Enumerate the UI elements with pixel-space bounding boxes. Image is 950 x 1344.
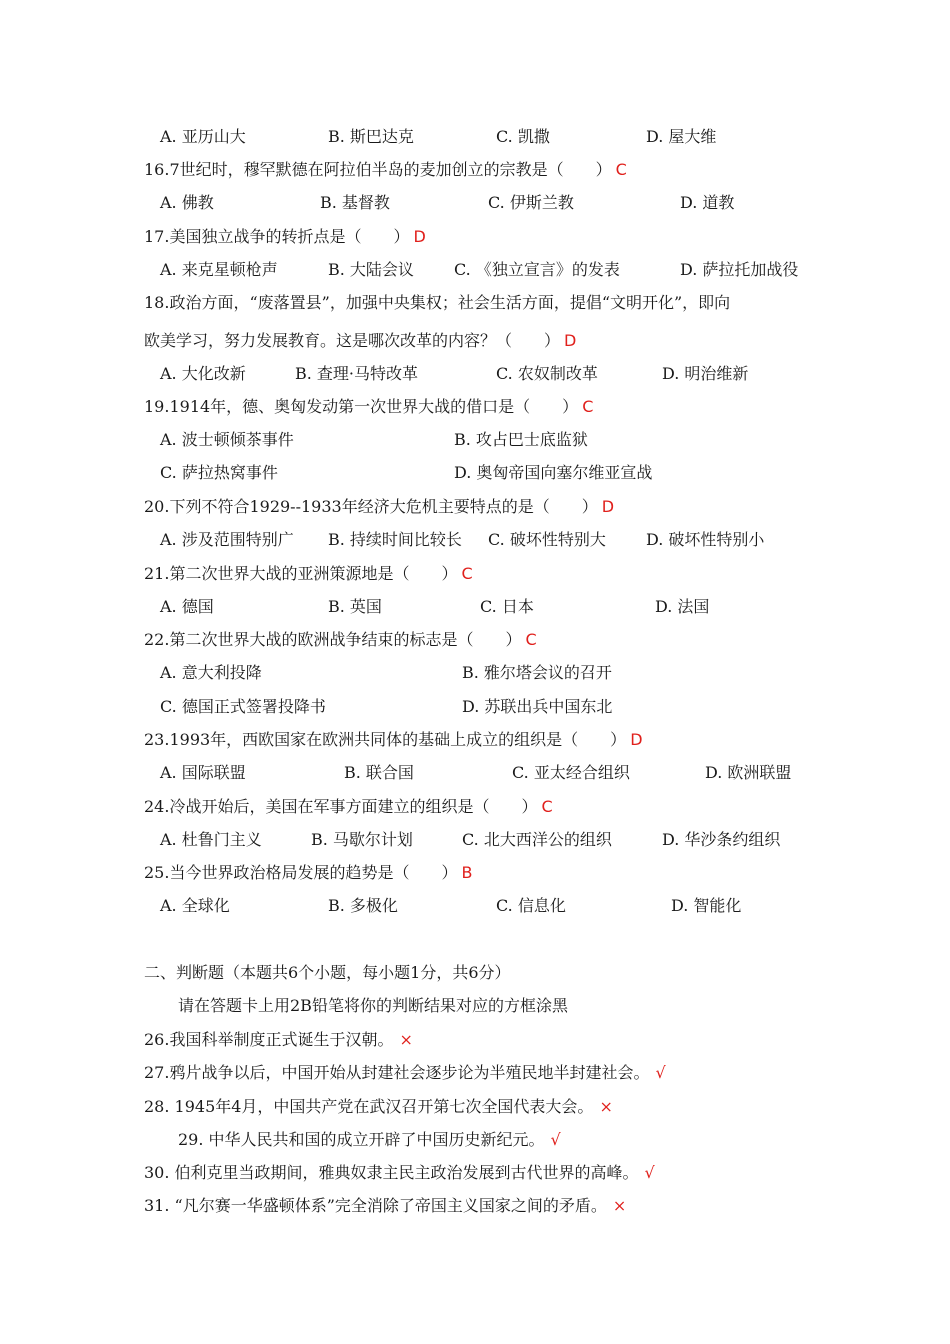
answer-key: D	[630, 730, 643, 749]
judgment-item	[144, 1196, 626, 1216]
option: D. 道教	[680, 193, 735, 212]
judgment-text: 28. 1945年4月，中国共产党在武汉召开第七次全国代表大会。	[144, 1097, 594, 1116]
judgment-item	[144, 1063, 666, 1083]
option: A. 杜鲁门主义	[160, 830, 262, 849]
option: D. 明治维新	[662, 364, 749, 383]
option: D. 法国	[655, 597, 710, 616]
option: C. 伊斯兰教	[488, 193, 574, 212]
answer-key: D	[601, 497, 615, 516]
option: D. 智能化	[671, 896, 742, 915]
option: B. 马歇尔计划	[311, 830, 413, 849]
option: A. 来克星顿枪声	[160, 260, 278, 279]
cross-mark-icon: ×	[399, 1030, 413, 1049]
section-title: 二、判断题（本题共6个小题，每小题1分，共6分）	[144, 963, 511, 982]
option: C. 农奴制改革	[496, 364, 598, 383]
question-text: 7世纪时，穆罕默德在阿拉伯半岛的麦加创立的宗教是（ ）	[169, 160, 612, 179]
question-23	[144, 730, 643, 750]
option: D. 苏联出兵中国东北	[462, 697, 613, 716]
question-17	[144, 227, 426, 247]
question-number: 24.	[144, 797, 170, 816]
option: C. 凯撒	[496, 127, 550, 146]
option: C. 德国正式签署投降书	[160, 697, 326, 716]
judgment-item	[144, 1097, 613, 1117]
question-24	[144, 797, 553, 817]
judgment-text: 29. 中华人民共和国的成立开辟了中国历史新纪元。	[178, 1130, 545, 1149]
option: C. 信息化	[496, 896, 566, 915]
option: B. 多极化	[328, 896, 398, 915]
question-text: 第二次世界大战的亚洲策源地是（ ）	[169, 564, 458, 583]
option: A. 涉及范围特别广	[160, 530, 294, 549]
option: D. 屋大维	[646, 127, 717, 146]
option: A. 大化改新	[160, 364, 246, 383]
question-18-cont	[144, 331, 576, 351]
question-21	[144, 564, 473, 584]
judgment-text: 26.我国科举制度正式诞生于汉朝。	[144, 1030, 394, 1049]
option: A. 德国	[160, 597, 214, 616]
judgment-text: 27.鸦片战争以后，中国开始从封建社会逐步论为半殖民地半封建社会。	[144, 1063, 650, 1082]
question-20	[144, 497, 614, 517]
option: D. 华沙条约组织	[662, 830, 781, 849]
question-text: 政治方面，“废落置县”，加强中央集权；社会生活方面，提倡“文明开化”，即向	[169, 293, 731, 312]
answer-key: C	[582, 397, 594, 416]
option: B. 斯巴达克	[328, 127, 414, 146]
option: B. 联合国	[344, 763, 414, 782]
option: C. 北大西洋公的组织	[462, 830, 612, 849]
option: C. 《独立宣言》的发表	[454, 260, 620, 279]
option: B. 攻占巴士底监狱	[454, 430, 588, 449]
question-number: 19.	[144, 397, 170, 416]
question-text: 第二次世界大战的欧洲战争结束的标志是（ ）	[169, 630, 522, 649]
option: B. 持续时间比较长	[328, 530, 462, 549]
judgment-text: 31. “凡尔赛一华盛顿体系”完全消除了帝国主义国家之间的矛盾。	[144, 1196, 607, 1215]
question-number: 21.	[144, 564, 170, 583]
option: A. 佛教	[160, 193, 214, 212]
section-instruction: 请在答题卡上用2B铅笔将你的判断结果对应的方框涂黑	[178, 996, 568, 1015]
question-22	[144, 630, 537, 650]
option: D. 萨拉托加战役	[680, 260, 799, 279]
answer-key: D	[564, 331, 577, 350]
question-number: 25.	[144, 863, 170, 882]
cross-mark-icon: ×	[612, 1196, 627, 1215]
answer-key: C	[615, 160, 627, 179]
option: A. 意大利投降	[160, 663, 262, 682]
answer-key: C	[541, 797, 553, 816]
question-16	[144, 160, 627, 180]
question-text: 美国独立战争的转折点是（ ）	[169, 227, 410, 246]
question-18	[144, 293, 730, 313]
question-number: 22.	[144, 630, 170, 649]
option: D. 奥匈帝国向塞尔维亚宣战	[454, 463, 653, 482]
question-text: 下列不符合1929--1933年经济大危机主要特点的是（ ）	[169, 497, 598, 516]
judgment-item	[144, 1030, 413, 1050]
question-text: 当今世界政治格局发展的趋势是（ ）	[169, 863, 458, 882]
question-number: 23.	[144, 730, 170, 749]
option: C. 破坏性特别大	[488, 530, 606, 549]
option: D. 欧洲联盟	[705, 763, 792, 782]
judgment-item	[178, 1130, 561, 1150]
option: D. 破坏性特别小	[646, 530, 765, 549]
option: B. 基督教	[320, 193, 390, 212]
judgment-item	[144, 1163, 655, 1183]
question-19	[144, 397, 593, 417]
judgment-text: 30. 伯利克里当政期间，雅典奴隶主民主政治发展到古代世界的高峰。	[144, 1163, 639, 1182]
answer-key: C	[525, 630, 537, 649]
question-number: 18.	[144, 293, 170, 312]
check-mark-icon: √	[644, 1163, 655, 1182]
option: B. 大陆会议	[328, 260, 414, 279]
option: B. 雅尔塔会议的召开	[462, 663, 612, 682]
check-mark-icon: √	[550, 1130, 561, 1149]
option: B. 查理·马特改革	[295, 364, 419, 383]
question-text: 1993年，西欧国家在欧洲共同体的基础上成立的组织是（ ）	[169, 730, 627, 749]
question-text-cont: 欧美学习，努力发展教育。这是哪次改革的内容？（ ）	[144, 331, 561, 350]
option: A. 国际联盟	[160, 763, 246, 782]
answer-key: C	[461, 564, 473, 583]
answer-key: B	[461, 863, 473, 882]
question-number: 16.	[144, 160, 170, 179]
option: C. 日本	[480, 597, 534, 616]
question-25	[144, 863, 472, 883]
answer-key: D	[413, 227, 426, 246]
check-mark-icon: √	[655, 1063, 666, 1082]
question-text: 1914年，德、奥匈发动第一次世界大战的借口是（ ）	[169, 397, 579, 416]
option: B. 英国	[328, 597, 382, 616]
cross-mark-icon: ×	[599, 1097, 613, 1116]
option: A. 全球化	[160, 896, 230, 915]
question-text: 冷战开始后，美国在军事方面建立的组织是（ ）	[169, 797, 538, 816]
option: A. 亚历山大	[160, 127, 246, 146]
question-number: 20.	[144, 497, 170, 516]
option: C. 亚太经合组织	[512, 763, 630, 782]
question-number: 17.	[144, 227, 170, 246]
option: C. 萨拉热窝事件	[160, 463, 278, 482]
option: A. 波士顿倾茶事件	[160, 430, 294, 449]
